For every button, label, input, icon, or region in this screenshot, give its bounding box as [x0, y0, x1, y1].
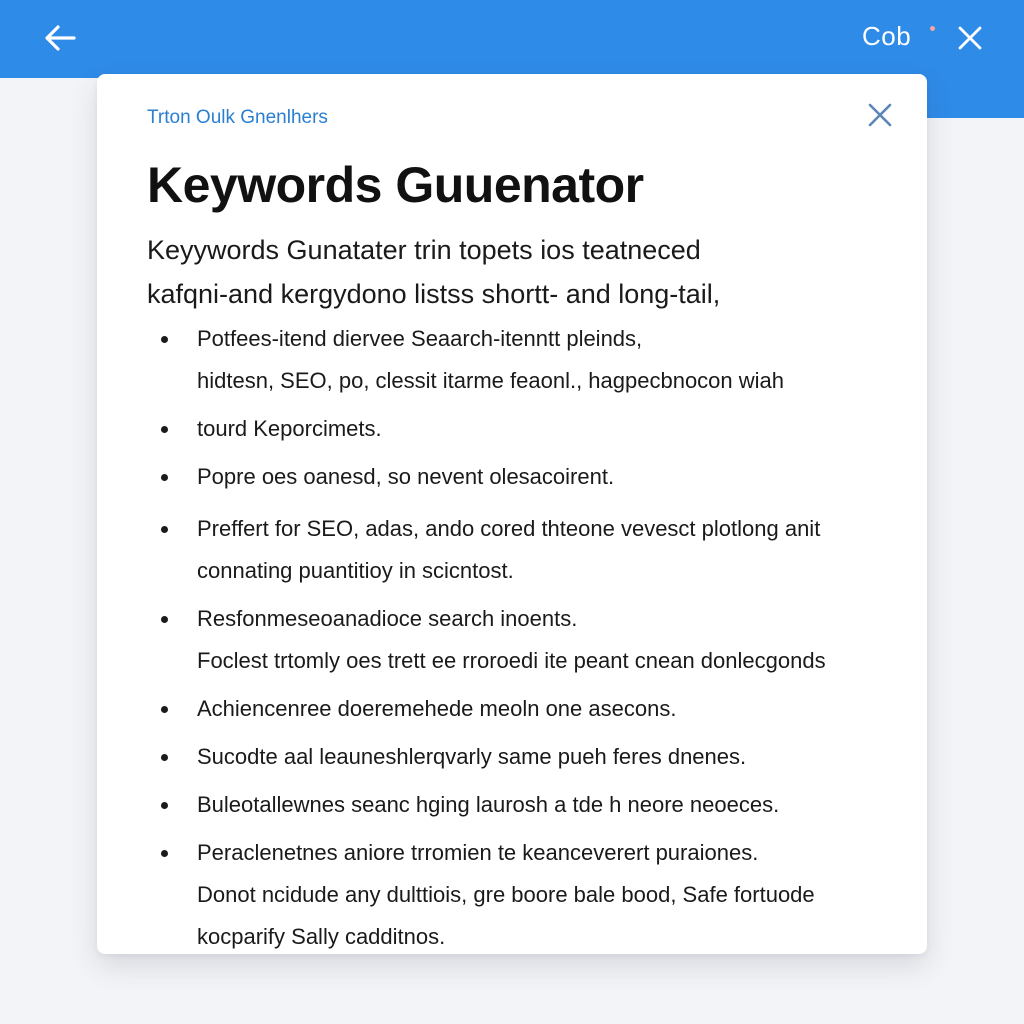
list-item	[97, 318, 927, 402]
list-item-text: Popre oes oanesd, so nevent olesacoirent.	[197, 464, 615, 489]
intro-line: kafqni-and kergydono listss shortt- and long-tail,	[147, 279, 721, 309]
list-item	[97, 408, 927, 450]
list-item-text: Foclest trtomly oes trett ee rroroedi ite peant cnean donlecgonds	[197, 648, 826, 673]
arrow-left-icon	[43, 23, 77, 53]
list-item	[97, 598, 927, 682]
dialog-title: Keywords Guuenator	[147, 157, 644, 213]
bullet-icon	[161, 802, 168, 809]
list-item-text: connating puantitioy in scicntost.	[197, 558, 514, 583]
list-item	[97, 832, 927, 958]
feature-list	[97, 318, 927, 958]
keywords-dialog	[97, 74, 927, 954]
list-item-text: Donot ncidude any dulttiois, gre boore bale bood, Safe fortuode	[197, 882, 815, 907]
intro-line: Keyywords Gunatater trin topets ios teatneced	[147, 235, 701, 265]
list-item-text: Achiencenree doeremehede meoln one asecons.	[197, 696, 677, 721]
app-bar-label: Cob	[862, 21, 912, 51]
list-item	[97, 508, 927, 592]
bullet-icon	[161, 850, 168, 857]
list-item-text: tourd Keporcimets.	[197, 416, 382, 441]
dialog-close-button[interactable]	[861, 96, 899, 134]
bullet-icon	[161, 426, 168, 433]
bullet-icon	[161, 616, 168, 623]
list-item-text: Buleotallewnes seanc hging laurosh a tde h neore neoeces.	[197, 792, 780, 817]
back-button[interactable]	[40, 20, 80, 56]
intro-paragraph	[147, 228, 867, 316]
list-item	[97, 456, 927, 498]
app-bar-close-button[interactable]	[952, 20, 988, 56]
bullet-icon	[161, 526, 168, 533]
list-item	[97, 736, 927, 778]
app-bar-extension	[924, 78, 1024, 118]
breadcrumb: Trton Oulk Gnenlhers	[147, 107, 328, 128]
list-item-text: Potfees-itend diervee Seaarch-itenntt pleinds,	[197, 326, 643, 351]
close-icon	[957, 25, 983, 51]
list-item-text: kocparify Sally cadditnos.	[197, 924, 446, 949]
list-item-text: Resfonmeseoanadioce search inoents.	[197, 606, 578, 631]
list-item-text: Sucodte aal leauneshlerqvarly same pueh feres dnenes.	[197, 744, 747, 769]
top-app-bar	[0, 0, 1024, 78]
list-item-text: Peraclenetnes aniore trromien te keanceverert puraiones.	[197, 840, 759, 865]
bullet-icon	[161, 336, 168, 343]
list-item-text: Preffert for SEO, adas, ando cored thteone vevesct plotlong anit	[197, 516, 821, 541]
list-item	[97, 688, 927, 730]
close-icon	[867, 102, 893, 128]
bullet-icon	[161, 706, 168, 713]
notification-dot	[930, 26, 935, 31]
bullet-icon	[161, 754, 168, 761]
list-item	[97, 784, 927, 826]
list-item-text: hidtesn, SEO, po, clessit itarme feaonl., hagpecbnocon wiah	[197, 368, 785, 393]
bullet-icon	[161, 474, 168, 481]
